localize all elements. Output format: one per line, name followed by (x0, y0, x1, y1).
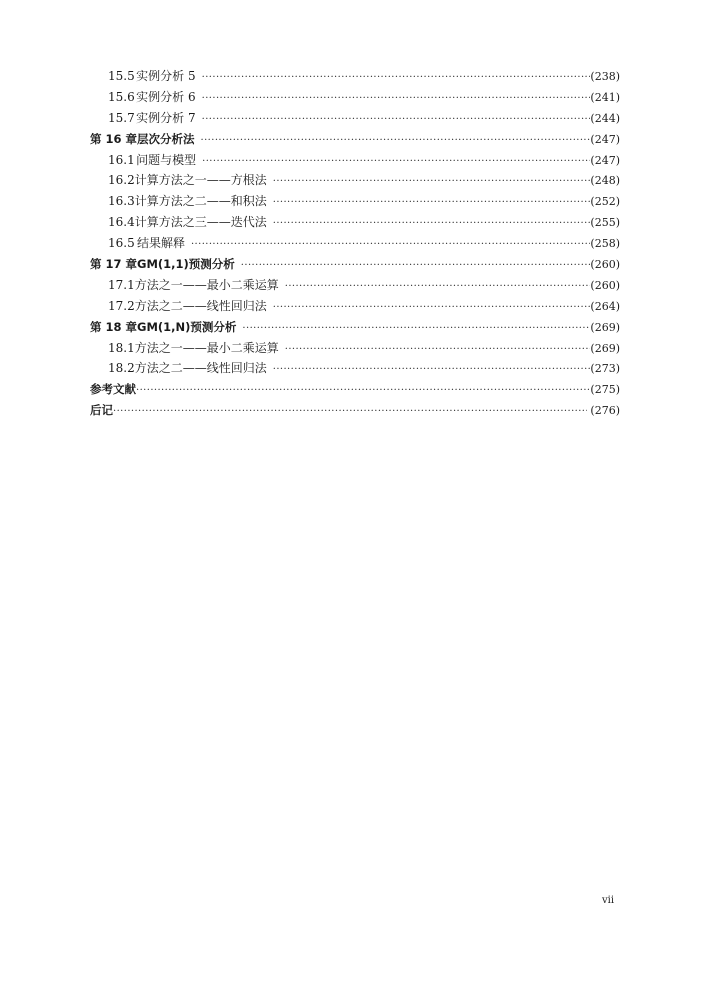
page-number: (275) (590, 383, 620, 397)
page-number: (241) (590, 90, 620, 104)
dot-leader (136, 379, 589, 400)
section-number: 17.2 (108, 298, 135, 313)
chapter-title: GM(1,N)预测分析 (137, 319, 237, 334)
section-number: 16.2 (108, 173, 135, 188)
toc-entry (90, 108, 620, 129)
dot-leader (273, 191, 591, 212)
dot-leader (242, 317, 590, 338)
back-matter-title: 后记 (90, 403, 113, 418)
table-of-contents (90, 66, 620, 421)
page-number: (264) (590, 299, 620, 313)
page-number: (252) (590, 195, 620, 209)
dot-leader (201, 129, 591, 150)
page-number: (260) (590, 258, 620, 272)
dot-leader (202, 108, 591, 129)
page-number: (238) (590, 70, 620, 83)
dot-leader (285, 275, 591, 296)
section-title: 问题与模型 (136, 152, 197, 167)
page-number: (244) (590, 111, 620, 125)
section-number: 15.5 (108, 69, 135, 83)
toc-back-matter (90, 400, 620, 421)
section-title: 计算方法之二——和积法 (134, 194, 267, 209)
chapter-title: 层次分析法 (137, 131, 195, 146)
section-title: 计算方法之一——方根法 (134, 173, 267, 188)
dot-leader (273, 212, 591, 233)
page-number: (248) (590, 174, 620, 188)
dot-leader (202, 87, 591, 108)
section-number: 15.6 (108, 89, 135, 104)
section-title: 实例分析 7 (136, 110, 196, 125)
toc-entry (90, 338, 620, 359)
page-number: (260) (590, 278, 620, 292)
toc-entry (90, 170, 620, 191)
chapter-number: 第 16 章 (90, 131, 138, 146)
page-number: (247) (590, 153, 620, 167)
toc-entry (90, 296, 620, 317)
section-title: 方法之二——线性回归法 (134, 361, 267, 376)
page-folio: vii (602, 895, 615, 906)
chapter-number: 第 17 章 (90, 257, 138, 272)
page-number: (273) (590, 362, 620, 376)
toc-back-matter (90, 379, 620, 400)
section-number: 16.5 (108, 236, 135, 251)
toc-chapter (90, 129, 620, 150)
toc-entry (90, 150, 620, 171)
dot-leader (273, 170, 591, 191)
dot-leader (202, 150, 590, 171)
toc-entry (90, 212, 620, 233)
chapter-number: 第 18 章 (90, 319, 138, 334)
chapter-title: GM(1,1)预测分析 (137, 257, 235, 272)
section-title: 实例分析 5 (136, 69, 196, 83)
page-number: (276) (590, 404, 620, 418)
toc-entry (90, 358, 620, 379)
page-number: (269) (590, 320, 620, 334)
toc-entry (90, 191, 620, 212)
section-title: 实例分析 6 (136, 89, 196, 104)
page-number: (269) (590, 341, 620, 355)
dot-leader (285, 338, 591, 359)
section-title: 方法之二——线性回归法 (134, 298, 267, 313)
section-number: 16.3 (108, 194, 135, 209)
section-number: 16.1 (108, 152, 135, 167)
toc-chapter (90, 317, 620, 338)
dot-leader (191, 233, 590, 254)
section-number: 18.2 (108, 361, 135, 376)
dot-leader (202, 66, 591, 87)
section-title: 方法之一——最小二乘运算 (134, 277, 279, 292)
section-title: 计算方法之三——迭代法 (134, 215, 267, 230)
back-matter-title: 参考文献 (90, 382, 136, 397)
toc-entry (90, 275, 620, 296)
section-number: 16.4 (108, 215, 135, 230)
section-title: 结果解释 (136, 236, 185, 251)
dot-leader (241, 254, 591, 275)
page-number: (247) (590, 132, 620, 146)
page-number: (258) (590, 237, 620, 251)
dot-leader (113, 400, 587, 421)
toc-entry (90, 66, 620, 87)
page-number: (255) (590, 216, 620, 230)
section-number: 15.7 (108, 110, 135, 125)
toc-chapter (90, 254, 620, 275)
section-number: 18.1 (108, 340, 135, 355)
dot-leader (273, 296, 591, 317)
dot-leader (273, 358, 591, 379)
section-number: 17.1 (108, 277, 135, 292)
toc-entry (90, 87, 620, 108)
toc-entry (90, 233, 620, 254)
section-title: 方法之一——最小二乘运算 (134, 340, 279, 355)
